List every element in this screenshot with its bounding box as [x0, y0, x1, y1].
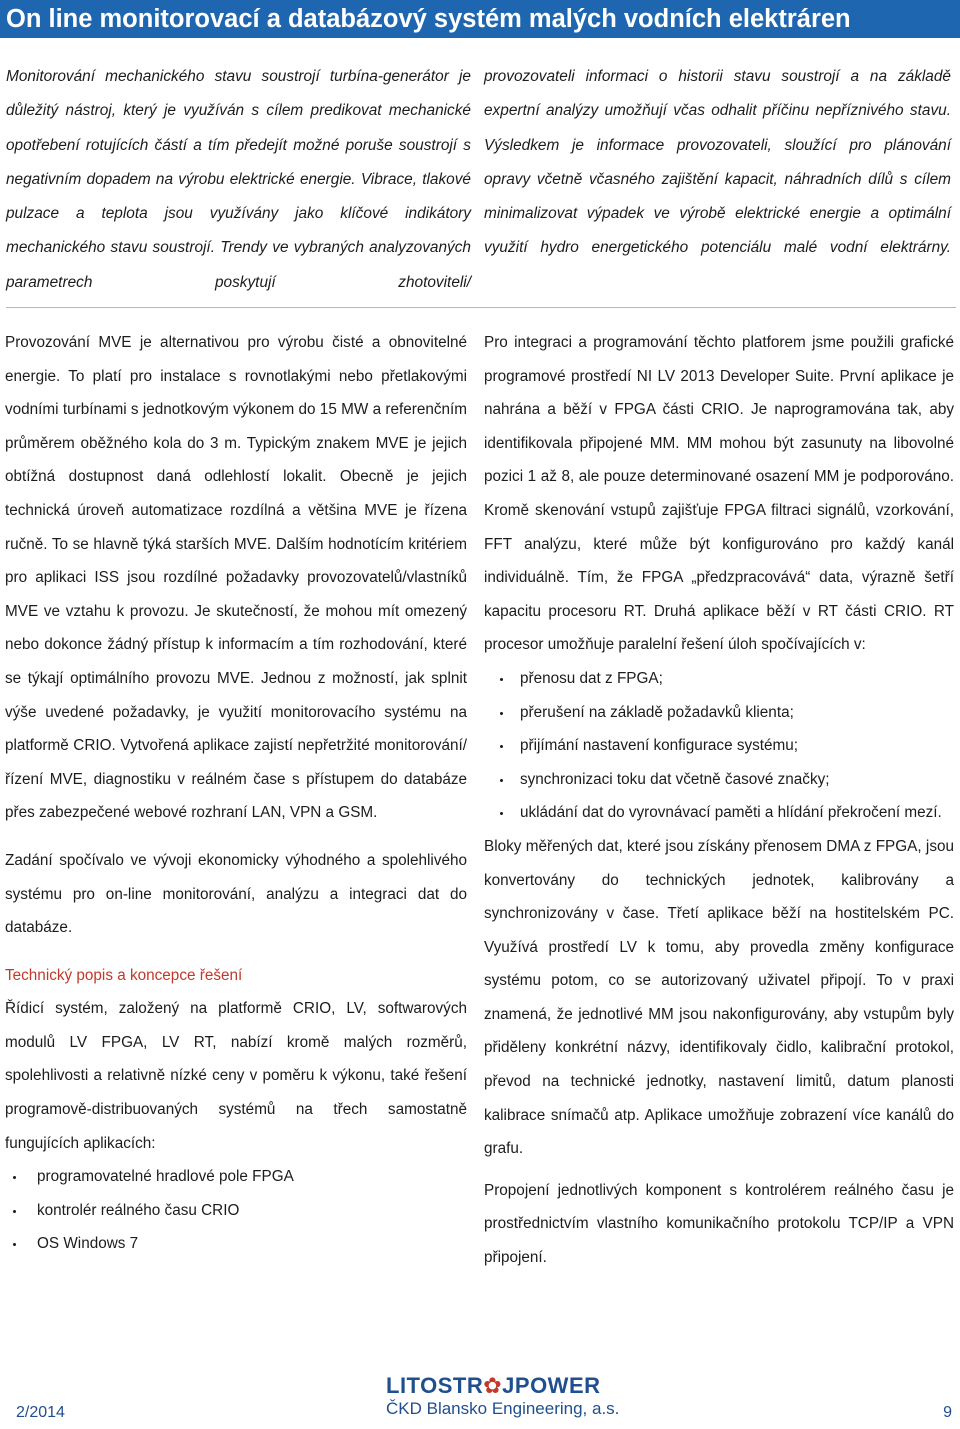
left-column	[5, 326, 467, 1261]
list-item: synchronizaci toku dat včetně časové značky;	[484, 763, 954, 797]
paragraph-integration: Pro integraci a programování těchto platforem jsme použili grafické programové prostředí NI LV 2013 Developer Suite. První aplikace je nahrána a běží v FPGA části CRIO. Je naprogramována tak, aby identifikovala připojené MM. MM mohou být zasunuty na libovolné pozici 1 až 8, ale pouze determinované osazení MM je podporováno. Kromě skenování vstupů zajišťuje FPGA filtraci signálů, vzorkování, FFT analýzu, které může být konfigurováno pro každý kanál individuálně. Tím, že FPGA „předzpracovává“ data, výrazně šetří kapacitu procesoru RT. Druhá aplikace běží v RT části CRIO. RT procesor umožňuje paralelní řešení úloh spočívajících v:	[484, 334, 954, 654]
section-heading: Technický popis a koncepce řešení	[5, 966, 243, 984]
list-item: OS Windows 7	[5, 1227, 467, 1261]
list-item: programovatelné hradlové pole FPGA	[5, 1160, 467, 1194]
paragraph-mve-intro: Provozování MVE je alternativou pro výrobu čisté a obnovitelné energie. To platí pro instalace s rovnotlakými nebo přetlakovými vodními turbínami s jednotkovým výkonem do 15 MW a referenčním průměrem oběžného kola do 3 m. Typickým znakem MVE je jejich obtížná dostupnost daná odlehlostí lokalit. Obecně je jejich technická úroveň automatizace rozdílná a většina MVE je řízena ručně. To se hlavně týká starších MVE. Dalším hodnotícím kritériem pro aplikaci ISS jsou rozdílné požadavky provozovatelů/vlastníků MVE ve vztahu k provozu. Je skutečností, že mohou mít omezený nebo dokonce žádný přístup k informacím a tím rozhodování, které se týkají optimálního provozu MVE. Jednou z možností, jak splnit výše uvedené požadavky, je využití monitorovacího systému na platformě CRIO. Vytvořená aplikace zajistí nepřetržité monitorování/řízení MVE, diagnostiku v reálném čase s přístupem do databáze přes zabezpečené webové rozhraní LAN, VPN a GSM.	[5, 334, 467, 822]
company-logo	[386, 1374, 636, 1424]
rt-tasks-list	[484, 662, 954, 830]
logo-mark-icon: ✿	[483, 1373, 503, 1398]
issue-date: 2/2014	[16, 1404, 65, 1421]
applications-list	[5, 1160, 467, 1261]
list-item: přijímání nastavení konfigurace systému;	[484, 729, 954, 763]
intro-right-text: provozovateli informaci o historii stavu soustrojí a na základě expertní analýzy umožňují včas odhalit příčinu nepříznivého stavu. Výsledkem je informace provozovateli, sloužící pro plánování opravy včetně včasného zajištění kapacit, náhradních dílů s cílem minimalizovat výpadek ve výrobě elektrické energie a optimální využití hydro energetického potenciálu malé vodní elektrárny.	[484, 68, 951, 257]
paragraph-data-blocks: Bloky měřených dat, které jsou získány přenosem DMA z FPGA, jsou konvertovány do technických jednotek, kalibrovány a synchronizovány v čase. Třetí aplikace běží na hostitelském PC. Využívá prostředí LV k tomu, aby provedla změny konfigurace systému potom, co se autorizovaný uživatel připojí. To v praxi znamená, že jednotlivé MM jsou nakonfigurovány, aby vstupům byly přiděleny konkrétní názvy, identifikovaly čidlo, kalibrační protokol, převod na technické jednotky, nastavení limitů, datum planosti kalibrace snímačů atp. Aplikace umožňuje zobrazení více kanálů do grafu.	[484, 837, 954, 1158]
right-column	[484, 326, 954, 1275]
list-item: ukládání dat do vyrovnávací paměti a hlídání překročení mezí.	[484, 796, 954, 830]
intro-left-text: Monitorování mechanického stavu soustrojí turbína-generátor je důležitý nástroj, který je využíván s cílem predikovat mechanické opotřebení rotujících částí a tím předejít možné poruše soustrojí s negativním dopadem na výrobu elektrické energie. Vibrace, tlakové pulzace a teplota jsou využívány jako klíčové indikátory mechanického stavu soustrojí. Trendy ve vybraných analyzovaných parametrech poskytují zhotoviteli/	[6, 68, 471, 291]
paragraph-assignment: Zadání spočívalo ve vývoji ekonomicky výhodného a spolehlivého systému pro on-line monitorování, analýzu a integraci dat do databáze.	[5, 851, 467, 937]
page-title: On line monitorovací a databázový systém malých vodních elektráren	[0, 0, 960, 38]
paragraph-connection: Propojení jednotlivých komponent s kontrolérem reálného času je prostřednictvím vlastního komunikačního protokolu TCP/IP a VPN připojení.	[484, 1181, 954, 1267]
logo-wordmark: LITOSTR✿JPOWER	[386, 1373, 601, 1398]
paragraph-technical: Řídicí systém, založený na platformě CRIO, LV, softwarových modulů LV FPGA, LV RT, nabízí kromě malých rozměrů, spolehlivosti a relativně nízké ceny v poměru k výkonu, také řešení programově-distribuovaných systémů na třech samostatně fungujících aplikacích:	[5, 1000, 467, 1152]
section-divider	[6, 307, 956, 308]
list-item: kontrolér reálného času CRIO	[5, 1194, 467, 1228]
logo-company-name: ČKD Blansko Engineering, a.s.	[386, 1399, 620, 1418]
page-number: 9	[943, 1404, 952, 1421]
list-item: přenosu dat z FPGA;	[484, 662, 954, 696]
list-item: přerušení na základě požadavků klienta;	[484, 696, 954, 730]
